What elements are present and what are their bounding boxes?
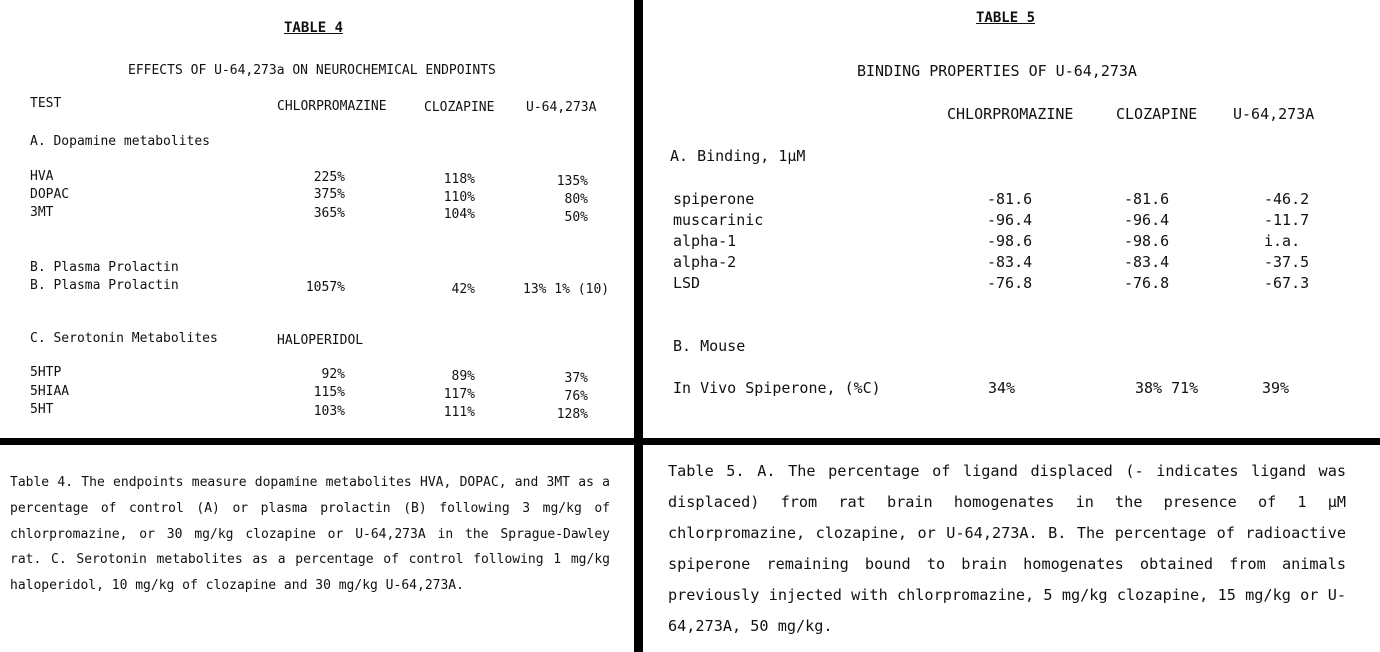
row-value: 104% bbox=[443, 207, 475, 222]
row-value: 80% bbox=[564, 192, 588, 207]
row-value: 38% 71% bbox=[1135, 379, 1199, 397]
row-value: -46.2 bbox=[1264, 190, 1310, 208]
row-value: -96.4 bbox=[987, 211, 1033, 229]
row-value: 117% bbox=[443, 387, 475, 402]
header-u64273a: U-64,273A bbox=[1233, 105, 1315, 123]
row-name: 5HIAA bbox=[30, 384, 70, 399]
row-value: -76.8 bbox=[987, 274, 1033, 292]
row-value: 118% bbox=[443, 172, 475, 187]
row-value: 1057% bbox=[305, 280, 345, 295]
section-b-title: B. Plasma Prolactin bbox=[30, 260, 179, 275]
row-value: 76% bbox=[564, 389, 588, 404]
section-a-title: A. Binding, 1µM bbox=[670, 147, 806, 165]
row-value: -96.4 bbox=[1124, 211, 1170, 229]
row-value: -67.3 bbox=[1264, 274, 1310, 292]
row-value: -37.5 bbox=[1264, 253, 1310, 271]
row-name: alpha-1 bbox=[673, 232, 737, 250]
row-value: 92% bbox=[321, 367, 345, 382]
header-chlorpromazine: CHLORPROMAZINE bbox=[947, 105, 1074, 123]
row-value: -98.6 bbox=[987, 232, 1033, 250]
row-value: 365% bbox=[313, 206, 345, 221]
row-value: i.a. bbox=[1264, 232, 1301, 250]
row-value: -11.7 bbox=[1264, 211, 1310, 229]
row-value: 50% bbox=[564, 210, 588, 225]
row-name: alpha-2 bbox=[673, 253, 737, 271]
header-u64273a: U-64,273A bbox=[526, 100, 597, 115]
header-chlorpromazine: CHLORPROMAZINE bbox=[277, 99, 387, 114]
section-a-title: A. Dopamine metabolites bbox=[30, 134, 211, 149]
row-name: 3MT bbox=[30, 205, 54, 220]
row-value: -98.6 bbox=[1124, 232, 1170, 250]
row-value: 103% bbox=[313, 404, 345, 419]
row-value: -81.6 bbox=[1124, 190, 1170, 208]
table-5-caption: Table 5. A. The percentage of ligand displaced (- indicates ligand was displaced) from rat brain homogenates in the presence of 1 µM chlorpromazine, clozapine, or U-64,273A. B. The percentage of radioactive spiperone remaining bound to brain homogenates obtained from animals previously injected with chlorpromazine, 5 mg/kg clozapine, 15 mg/kg or U-64,273A, 50 mg/kg. bbox=[668, 462, 1346, 635]
row-value: 375% bbox=[313, 187, 345, 202]
row-value: 128% bbox=[556, 407, 588, 422]
row-name: 5HTP bbox=[30, 365, 62, 380]
row-value: -83.4 bbox=[1124, 253, 1170, 271]
header-haloperidol: HALOPERIDOL bbox=[277, 333, 364, 348]
row-value: 89% bbox=[451, 369, 475, 384]
vertical-divider bbox=[634, 0, 643, 652]
table-4-caption: Table 4. The endpoints measure dopamine metabolites HVA, DOPAC, and 3MT as a percentage of control (A) or plasma prolactin (B) following 3 mg/kg of chlorpromazine, or 30 mg/kg clozapine or U-64,273A in the Sprague-Dawley rat. C. Serotonin metabolites as a percentage of control following 1 mg/kg haloperidol, 10 mg/kg of clozapine and 30 mg/kg U-64,273A. bbox=[10, 475, 610, 594]
table-4-title: EFFECTS OF U-64,273a ON NEUROCHEMICAL ENDPOINTS bbox=[128, 63, 496, 78]
row-name: 5HT bbox=[30, 402, 54, 417]
table-5-title: BINDING PROPERTIES OF U-64,273A bbox=[857, 62, 1137, 80]
row-value: 39% bbox=[1262, 379, 1290, 397]
row-value: -83.4 bbox=[987, 253, 1033, 271]
row-value: 34% bbox=[988, 379, 1016, 397]
row-name: HVA bbox=[30, 169, 54, 184]
header-test: TEST bbox=[30, 96, 62, 111]
row-name: In Vivo Spiperone, (%C) bbox=[673, 379, 881, 397]
header-clozapine: CLOZAPINE bbox=[1116, 105, 1198, 123]
row-name: spiperone bbox=[673, 190, 755, 208]
row-value: 225% bbox=[313, 170, 345, 185]
row-name: muscarinic bbox=[673, 211, 764, 229]
row-value: -81.6 bbox=[987, 190, 1033, 208]
table-5-label: TABLE 5 bbox=[976, 10, 1036, 26]
row-value: 42% bbox=[451, 282, 475, 297]
row-value: 111% bbox=[443, 405, 475, 420]
row-name: B. Plasma Prolactin bbox=[30, 278, 179, 293]
section-c-title: C. Serotonin Metabolites bbox=[30, 331, 218, 346]
table-4-label: TABLE 4 bbox=[284, 20, 344, 36]
row-value: 13% 1% (10) bbox=[523, 282, 610, 297]
row-value: -76.8 bbox=[1124, 274, 1170, 292]
section-b-title: B. Mouse bbox=[673, 337, 746, 355]
row-name: LSD bbox=[673, 274, 701, 292]
horizontal-divider bbox=[0, 438, 1380, 445]
row-value: 135% bbox=[556, 174, 588, 189]
row-value: 115% bbox=[313, 385, 345, 400]
row-value: 37% bbox=[564, 371, 588, 386]
header-clozapine: CLOZAPINE bbox=[424, 100, 495, 115]
row-value: 110% bbox=[443, 190, 475, 205]
row-name: DOPAC bbox=[30, 187, 70, 202]
